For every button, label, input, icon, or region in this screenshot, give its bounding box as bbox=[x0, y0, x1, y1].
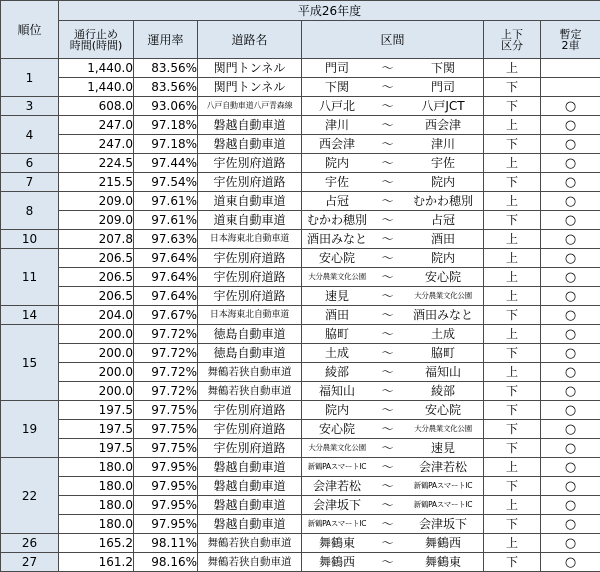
closure-hours-cell: 161.2 bbox=[59, 553, 134, 572]
table-body bbox=[1, 59, 600, 572]
provisional-two-lane-cell: ○ bbox=[541, 230, 600, 249]
direction-cell: 下 bbox=[484, 135, 541, 154]
road-name-cell: 宇佐別府道路 bbox=[198, 401, 302, 420]
section-cell bbox=[302, 420, 484, 439]
direction-cell: 下 bbox=[484, 344, 541, 363]
operation-rate-cell: 97.61% bbox=[134, 192, 198, 211]
section-cell bbox=[302, 154, 484, 173]
section-tilde: ～ bbox=[378, 252, 398, 264]
rank-cell: 1 bbox=[1, 59, 59, 97]
road-name-cell: 徳島自動車道 bbox=[198, 344, 302, 363]
section-from: 舞鶴西 bbox=[302, 556, 372, 568]
header-fiscal-year: 平成26年度 bbox=[59, 1, 600, 21]
section-cell bbox=[302, 496, 484, 515]
section-from: 脇町 bbox=[302, 328, 372, 340]
section-to: 酒田 bbox=[403, 233, 483, 245]
table-row bbox=[1, 211, 600, 230]
section-cell bbox=[302, 382, 484, 401]
road-name-cell: 道東自動車道 bbox=[198, 192, 302, 211]
provisional-two-lane-cell: ○ bbox=[541, 458, 600, 477]
section-from: 綾部 bbox=[302, 366, 372, 378]
operation-rate-cell: 97.72% bbox=[134, 382, 198, 401]
operation-rate-cell: 83.56% bbox=[134, 78, 198, 97]
road-name-cell: 関門トンネル bbox=[198, 59, 302, 78]
closure-hours-cell: 180.0 bbox=[59, 477, 134, 496]
section-cell bbox=[302, 78, 484, 97]
section-to: 宇佐 bbox=[403, 157, 483, 169]
section-tilde: ～ bbox=[378, 138, 398, 150]
section-tilde: ～ bbox=[378, 81, 398, 93]
road-name-cell: 磐越自動車道 bbox=[198, 496, 302, 515]
section-cell bbox=[302, 477, 484, 496]
closure-hours-cell: 247.0 bbox=[59, 116, 134, 135]
section-cell bbox=[302, 249, 484, 268]
section-tilde: ～ bbox=[378, 100, 398, 112]
section-to: 土成 bbox=[403, 328, 483, 340]
operation-rate-cell: 97.64% bbox=[134, 249, 198, 268]
section-from: 院内 bbox=[302, 404, 372, 416]
section-to: 安心院 bbox=[403, 404, 483, 416]
direction-cell: 上 bbox=[484, 534, 541, 553]
closure-hours-cell: 180.0 bbox=[59, 515, 134, 534]
operation-rate-cell: 97.75% bbox=[134, 439, 198, 458]
operation-rate-cell: 97.95% bbox=[134, 515, 198, 534]
provisional-two-lane-cell: ○ bbox=[541, 173, 600, 192]
rank-cell: 15 bbox=[1, 325, 59, 401]
closure-hours-cell: 206.5 bbox=[59, 287, 134, 306]
operation-rate-cell: 97.64% bbox=[134, 268, 198, 287]
section-from: 門司 bbox=[302, 62, 372, 74]
section-from: 西会津 bbox=[302, 138, 372, 150]
table-row bbox=[1, 515, 600, 534]
provisional-two-lane-cell: ○ bbox=[541, 515, 600, 534]
section-to: むかわ穂別 bbox=[403, 195, 483, 207]
section-to: 酒田みなと bbox=[403, 309, 483, 321]
road-name-cell: 宇佐別府道路 bbox=[198, 439, 302, 458]
direction-cell: 上 bbox=[484, 325, 541, 344]
closure-hours-cell: 206.5 bbox=[59, 268, 134, 287]
operation-rate-cell: 97.95% bbox=[134, 477, 198, 496]
direction-cell: 下 bbox=[484, 420, 541, 439]
road-name-cell: 日本海東北自動車道 bbox=[198, 306, 302, 325]
table-row bbox=[1, 268, 600, 287]
direction-cell: 上 bbox=[484, 458, 541, 477]
road-name-cell: 道東自動車道 bbox=[198, 211, 302, 230]
direction-cell: 上 bbox=[484, 59, 541, 78]
closure-hours-cell: 204.0 bbox=[59, 306, 134, 325]
provisional-two-lane-cell: ○ bbox=[541, 306, 600, 325]
closure-hours-cell: 1,440.0 bbox=[59, 78, 134, 97]
rank-cell: 10 bbox=[1, 230, 59, 249]
table-row bbox=[1, 534, 600, 553]
section-tilde: ～ bbox=[378, 214, 398, 226]
section-tilde: ～ bbox=[378, 347, 398, 359]
rank-cell: 6 bbox=[1, 154, 59, 173]
operation-rate-cell: 97.72% bbox=[134, 344, 198, 363]
section-to: 西会津 bbox=[403, 119, 483, 131]
rank-cell: 4 bbox=[1, 116, 59, 154]
rank-cell: 26 bbox=[1, 534, 59, 553]
table-row bbox=[1, 458, 600, 477]
section-from: 土成 bbox=[302, 347, 372, 359]
provisional-two-lane-cell: ○ bbox=[541, 439, 600, 458]
section-cell bbox=[302, 401, 484, 420]
direction-cell: 下 bbox=[484, 439, 541, 458]
road-name-cell: 磐越自動車道 bbox=[198, 515, 302, 534]
road-name-cell: 宇佐別府道路 bbox=[198, 249, 302, 268]
section-cell bbox=[302, 268, 484, 287]
section-to: 新鶴PAスマートIC bbox=[403, 482, 483, 490]
rank-cell: 11 bbox=[1, 249, 59, 306]
closure-hours-cell: 224.5 bbox=[59, 154, 134, 173]
closure-hours-cell: 215.5 bbox=[59, 173, 134, 192]
section-to: 新鶴PAスマートIC bbox=[403, 501, 483, 509]
operation-rate-cell: 83.56% bbox=[134, 59, 198, 78]
road-name-cell: 宇佐別府道路 bbox=[198, 173, 302, 192]
section-tilde: ～ bbox=[378, 176, 398, 188]
section-tilde: ～ bbox=[378, 271, 398, 283]
section-to: 津川 bbox=[403, 138, 483, 150]
table-row bbox=[1, 306, 600, 325]
section-from: 速見 bbox=[302, 290, 372, 302]
section-to: 大分農業文化公園 bbox=[403, 425, 483, 433]
road-name-cell: 八戸自動車道八戸青森線 bbox=[198, 97, 302, 116]
header-road-name: 道路名 bbox=[198, 21, 302, 59]
table-row bbox=[1, 97, 600, 116]
section-tilde: ～ bbox=[378, 366, 398, 378]
section-to: 院内 bbox=[403, 252, 483, 264]
direction-cell: 上 bbox=[484, 116, 541, 135]
section-tilde: ～ bbox=[378, 309, 398, 321]
rank-cell: 7 bbox=[1, 173, 59, 192]
operation-rate-cell: 97.18% bbox=[134, 135, 198, 154]
section-from: 津川 bbox=[302, 119, 372, 131]
section-from: 宇佐 bbox=[302, 176, 372, 188]
provisional-two-lane-cell: ○ bbox=[541, 268, 600, 287]
table-row bbox=[1, 230, 600, 249]
section-to: 会津坂下 bbox=[403, 518, 483, 530]
section-cell bbox=[302, 97, 484, 116]
provisional-two-lane-cell: ○ bbox=[541, 116, 600, 135]
section-to: 速見 bbox=[403, 442, 483, 454]
section-from: 占冠 bbox=[302, 195, 372, 207]
direction-cell: 上 bbox=[484, 268, 541, 287]
section-cell bbox=[302, 287, 484, 306]
section-from: 八戸北 bbox=[302, 100, 372, 112]
operation-rate-cell: 93.06% bbox=[134, 97, 198, 116]
provisional-two-lane-cell bbox=[541, 59, 600, 78]
operation-rate-cell: 97.72% bbox=[134, 325, 198, 344]
operation-rate-cell: 97.64% bbox=[134, 287, 198, 306]
road-name-cell: 宇佐別府道路 bbox=[198, 154, 302, 173]
section-tilde: ～ bbox=[378, 62, 398, 74]
section-from: 福知山 bbox=[302, 385, 372, 397]
table-row bbox=[1, 401, 600, 420]
provisional-two-lane-cell: ○ bbox=[541, 477, 600, 496]
provisional-two-lane-cell: ○ bbox=[541, 382, 600, 401]
provisional-two-lane-cell: ○ bbox=[541, 496, 600, 515]
section-to: 舞鶴東 bbox=[403, 556, 483, 568]
closure-hours-cell: 197.5 bbox=[59, 439, 134, 458]
operation-rate-cell: 97.95% bbox=[134, 496, 198, 515]
section-to: 占冠 bbox=[403, 214, 483, 226]
road-name-cell: 日本海東北自動車道 bbox=[198, 230, 302, 249]
closure-hours-cell: 608.0 bbox=[59, 97, 134, 116]
closure-hours-cell: 247.0 bbox=[59, 135, 134, 154]
table-row bbox=[1, 154, 600, 173]
header-provisional-two-lane: 暫定 2車 bbox=[541, 21, 600, 59]
closure-hours-cell: 1,440.0 bbox=[59, 59, 134, 78]
section-tilde: ～ bbox=[378, 119, 398, 131]
table-row bbox=[1, 420, 600, 439]
section-tilde: ～ bbox=[378, 442, 398, 454]
closure-hours-cell: 200.0 bbox=[59, 382, 134, 401]
provisional-two-lane-cell bbox=[541, 78, 600, 97]
section-from: 大分農業文化公園 bbox=[302, 273, 372, 281]
section-to: 院内 bbox=[403, 176, 483, 188]
table-row bbox=[1, 192, 600, 211]
table-row bbox=[1, 477, 600, 496]
provisional-two-lane-cell: ○ bbox=[541, 249, 600, 268]
section-from: 新鶴PAスマートIC bbox=[302, 520, 372, 528]
section-to: 大分農業文化公園 bbox=[403, 292, 483, 300]
header-rank: 順位 bbox=[1, 1, 59, 59]
road-name-cell: 磐越自動車道 bbox=[198, 116, 302, 135]
section-tilde: ～ bbox=[378, 233, 398, 245]
provisional-two-lane-cell: ○ bbox=[541, 534, 600, 553]
section-to: 門司 bbox=[403, 81, 483, 93]
section-cell bbox=[302, 439, 484, 458]
section-tilde: ～ bbox=[378, 480, 398, 492]
section-tilde: ～ bbox=[378, 385, 398, 397]
section-to: 安心院 bbox=[403, 271, 483, 283]
section-from: 下関 bbox=[302, 81, 372, 93]
section-to: 脇町 bbox=[403, 347, 483, 359]
section-cell bbox=[302, 211, 484, 230]
direction-cell: 上 bbox=[484, 192, 541, 211]
road-name-cell: 舞鶴若狭自動車道 bbox=[198, 553, 302, 572]
table-row bbox=[1, 116, 600, 135]
closure-hours-cell: 207.8 bbox=[59, 230, 134, 249]
header-closure-hours: 通行止め 時間(時間) bbox=[59, 21, 134, 59]
direction-cell: 上 bbox=[484, 154, 541, 173]
section-to: 八戸JCT bbox=[403, 100, 483, 112]
section-from: むかわ穂別 bbox=[302, 214, 372, 226]
table-row bbox=[1, 325, 600, 344]
table-row bbox=[1, 59, 600, 78]
table-row bbox=[1, 363, 600, 382]
section-cell bbox=[302, 116, 484, 135]
closure-hours-cell: 197.5 bbox=[59, 420, 134, 439]
closure-hours-cell: 200.0 bbox=[59, 325, 134, 344]
table-row bbox=[1, 439, 600, 458]
section-cell bbox=[302, 325, 484, 344]
section-to: 綾部 bbox=[403, 385, 483, 397]
operation-rate-cell: 97.18% bbox=[134, 116, 198, 135]
road-name-cell: 磐越自動車道 bbox=[198, 477, 302, 496]
provisional-two-lane-cell: ○ bbox=[541, 154, 600, 173]
provisional-two-lane-cell: ○ bbox=[541, 401, 600, 420]
road-name-cell: 磐越自動車道 bbox=[198, 458, 302, 477]
direction-cell: 下 bbox=[484, 78, 541, 97]
road-name-cell: 徳島自動車道 bbox=[198, 325, 302, 344]
direction-cell: 上 bbox=[484, 249, 541, 268]
section-tilde: ～ bbox=[378, 518, 398, 530]
road-name-cell: 宇佐別府道路 bbox=[198, 268, 302, 287]
section-from: 会津若松 bbox=[302, 480, 372, 492]
closure-hours-cell: 180.0 bbox=[59, 496, 134, 515]
section-to: 舞鶴西 bbox=[403, 537, 483, 549]
closure-hours-cell: 165.2 bbox=[59, 534, 134, 553]
rank-cell: 14 bbox=[1, 306, 59, 325]
direction-cell: 下 bbox=[484, 211, 541, 230]
provisional-two-lane-cell: ○ bbox=[541, 363, 600, 382]
road-name-cell: 舞鶴若狭自動車道 bbox=[198, 363, 302, 382]
section-tilde: ～ bbox=[378, 556, 398, 568]
closure-hours-cell: 197.5 bbox=[59, 401, 134, 420]
operation-rate-cell: 97.54% bbox=[134, 173, 198, 192]
section-cell bbox=[302, 458, 484, 477]
section-cell bbox=[302, 553, 484, 572]
operation-rate-cell: 97.44% bbox=[134, 154, 198, 173]
section-from: 安心院 bbox=[302, 252, 372, 264]
direction-cell: 下 bbox=[484, 477, 541, 496]
provisional-two-lane-cell: ○ bbox=[541, 420, 600, 439]
operation-rate-cell: 97.67% bbox=[134, 306, 198, 325]
provisional-two-lane-cell: ○ bbox=[541, 135, 600, 154]
section-tilde: ～ bbox=[378, 423, 398, 435]
section-tilde: ～ bbox=[378, 499, 398, 511]
table-row bbox=[1, 173, 600, 192]
section-tilde: ～ bbox=[378, 537, 398, 549]
section-from: 安心院 bbox=[302, 423, 372, 435]
section-cell bbox=[302, 230, 484, 249]
direction-cell: 下 bbox=[484, 382, 541, 401]
direction-cell: 下 bbox=[484, 515, 541, 534]
road-name-cell: 宇佐別府道路 bbox=[198, 420, 302, 439]
direction-cell: 下 bbox=[484, 401, 541, 420]
direction-cell: 下 bbox=[484, 306, 541, 325]
provisional-two-lane-cell: ○ bbox=[541, 325, 600, 344]
closure-hours-cell: 206.5 bbox=[59, 249, 134, 268]
table-row bbox=[1, 249, 600, 268]
provisional-two-lane-cell: ○ bbox=[541, 287, 600, 306]
closure-hours-cell: 200.0 bbox=[59, 344, 134, 363]
section-to: 会津若松 bbox=[403, 461, 483, 473]
section-tilde: ～ bbox=[378, 404, 398, 416]
section-cell bbox=[302, 192, 484, 211]
direction-cell: 上 bbox=[484, 496, 541, 515]
table-row bbox=[1, 344, 600, 363]
rank-cell: 22 bbox=[1, 458, 59, 534]
section-to: 福知山 bbox=[403, 366, 483, 378]
direction-cell: 下 bbox=[484, 553, 541, 572]
section-cell bbox=[302, 534, 484, 553]
road-name-cell: 磐越自動車道 bbox=[198, 135, 302, 154]
provisional-two-lane-cell: ○ bbox=[541, 192, 600, 211]
closure-hours-cell: 200.0 bbox=[59, 363, 134, 382]
section-cell bbox=[302, 59, 484, 78]
operation-rate-cell: 97.72% bbox=[134, 363, 198, 382]
provisional-two-lane-cell: ○ bbox=[541, 211, 600, 230]
table-row bbox=[1, 382, 600, 401]
provisional-two-lane-cell: ○ bbox=[541, 97, 600, 116]
section-from: 院内 bbox=[302, 157, 372, 169]
section-tilde: ～ bbox=[378, 290, 398, 302]
operation-rate-cell: 98.16% bbox=[134, 553, 198, 572]
closure-hours-cell: 209.0 bbox=[59, 192, 134, 211]
operation-rate-cell: 97.75% bbox=[134, 401, 198, 420]
road-name-cell: 関門トンネル bbox=[198, 78, 302, 97]
closure-hours-cell: 180.0 bbox=[59, 458, 134, 477]
table-row bbox=[1, 135, 600, 154]
header-operation-rate: 運用率 bbox=[134, 21, 198, 59]
section-tilde: ～ bbox=[378, 195, 398, 207]
table-row bbox=[1, 553, 600, 572]
section-from: 舞鶴東 bbox=[302, 537, 372, 549]
rank-cell: 8 bbox=[1, 192, 59, 230]
operation-rate-cell: 97.63% bbox=[134, 230, 198, 249]
operation-rate-cell: 97.95% bbox=[134, 458, 198, 477]
road-name-cell: 舞鶴若狭自動車道 bbox=[198, 382, 302, 401]
section-to: 下関 bbox=[403, 62, 483, 74]
section-from: 酒田 bbox=[302, 309, 372, 321]
table-row bbox=[1, 287, 600, 306]
road-name-cell: 舞鶴若狭自動車道 bbox=[198, 534, 302, 553]
direction-cell: 上 bbox=[484, 287, 541, 306]
direction-cell: 上 bbox=[484, 363, 541, 382]
operation-rate-cell: 97.61% bbox=[134, 211, 198, 230]
section-cell bbox=[302, 515, 484, 534]
section-tilde: ～ bbox=[378, 461, 398, 473]
closure-hours-cell: 209.0 bbox=[59, 211, 134, 230]
rank-cell: 27 bbox=[1, 553, 59, 572]
table-row bbox=[1, 78, 600, 97]
section-cell bbox=[302, 306, 484, 325]
header-direction: 上下 区分 bbox=[484, 21, 541, 59]
direction-cell: 下 bbox=[484, 97, 541, 116]
header-section: 区間 bbox=[302, 21, 484, 59]
section-from: 大分農業文化公園 bbox=[302, 444, 372, 452]
section-from: 酒田みなと bbox=[302, 233, 372, 245]
provisional-two-lane-cell: ○ bbox=[541, 344, 600, 363]
operation-rate-cell: 98.11% bbox=[134, 534, 198, 553]
section-cell bbox=[302, 135, 484, 154]
operation-rate-cell: 97.75% bbox=[134, 420, 198, 439]
direction-cell: 上 bbox=[484, 230, 541, 249]
section-cell bbox=[302, 173, 484, 192]
section-cell bbox=[302, 363, 484, 382]
section-cell bbox=[302, 344, 484, 363]
road-name-cell: 宇佐別府道路 bbox=[198, 287, 302, 306]
section-from: 新鶴PAスマートIC bbox=[302, 463, 372, 471]
direction-cell: 下 bbox=[484, 173, 541, 192]
rank-cell: 3 bbox=[1, 97, 59, 116]
section-tilde: ～ bbox=[378, 157, 398, 169]
provisional-two-lane-cell: ○ bbox=[541, 553, 600, 572]
rank-cell: 19 bbox=[1, 401, 59, 458]
section-from: 会津坂下 bbox=[302, 499, 372, 511]
table-row bbox=[1, 496, 600, 515]
section-tilde: ～ bbox=[378, 328, 398, 340]
